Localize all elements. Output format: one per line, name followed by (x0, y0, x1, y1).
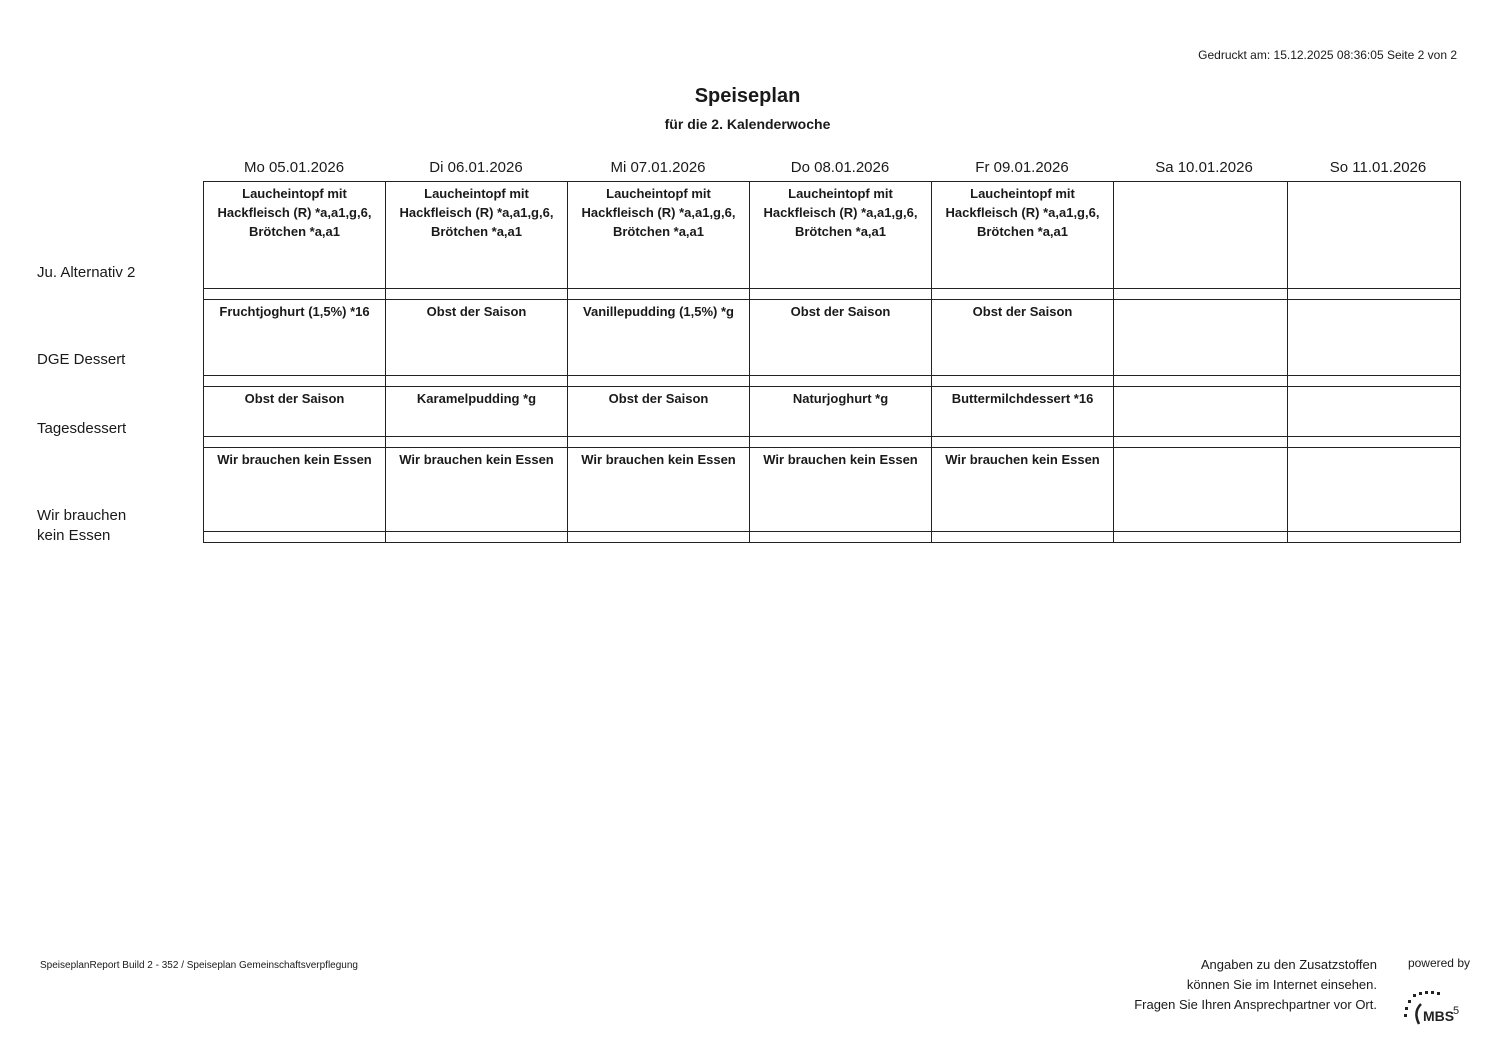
page-title: Speiseplan (694, 85, 801, 107)
printed-timestamp: Gedruckt am: 15.12.2025 08:36:05 Seite 2 von 2 (1198, 48, 1457, 62)
additives-info-line: Fragen Sie Ihren Ansprechpartner vor Ort. (1134, 997, 1377, 1012)
day-header-di: Di 06.01.2026 (429, 159, 523, 176)
menu-cell (1288, 448, 1461, 532)
menu-cell: Laucheintopf mit Hackfleisch (R) *a,a1,g,6, Brötchen *a,a1 (932, 182, 1114, 289)
menu-cell: Laucheintopf mit Hackfleisch (R) *a,a1,g,6, Brötchen *a,a1 (386, 182, 568, 289)
menu-cell: Wir brauchen kein Essen (204, 448, 386, 532)
menu-cell: Obst der Saison (386, 300, 568, 376)
row-label-dge-dessert: DGE Dessert (37, 351, 126, 368)
day-header-do: Do 08.01.2026 (790, 159, 890, 176)
menu-cell (1114, 300, 1288, 376)
menu-cell: Wir brauchen kein Essen (750, 448, 932, 532)
menu-cell: Obst der Saison (204, 387, 386, 437)
menu-cell (1288, 300, 1461, 376)
day-header-fr: Fr 09.01.2026 (975, 159, 1069, 176)
table-spacer-row (204, 376, 1461, 387)
additives-info (1134, 955, 1377, 1015)
menu-cell: Obst der Saison (932, 300, 1114, 376)
menu-cell: Wir brauchen kein Essen (568, 448, 750, 532)
table-row (204, 387, 1461, 437)
table-spacer-row (204, 289, 1461, 300)
table-row (204, 448, 1461, 532)
day-header-mi: Mi 07.01.2026 (610, 159, 706, 176)
page-subtitle: für die 2. Kalenderwoche (664, 116, 831, 132)
mbs-logo-icon (1399, 990, 1469, 1030)
menu-cell: Vanillepudding (1,5%) *g (568, 300, 750, 376)
menu-cell: Wir brauchen kein Essen (386, 448, 568, 532)
menu-cell: Laucheintopf mit Hackfleisch (R) *a,a1,g,6, Brötchen *a,a1 (568, 182, 750, 289)
menu-cell (1288, 387, 1461, 437)
day-header-mo: Mo 05.01.2026 (243, 159, 345, 176)
table-spacer-row (204, 437, 1461, 448)
row-label-tagesdessert: Tagesdessert (37, 420, 127, 437)
additives-info-line: Angaben zu den Zusatzstoffen (1200, 957, 1377, 972)
menu-cell (1114, 387, 1288, 437)
menu-cell: Laucheintopf mit Hackfleisch (R) *a,a1,g,6, Brötchen *a,a1 (750, 182, 932, 289)
menu-cell (1288, 182, 1461, 289)
svg-text:MBS: MBS (1423, 1008, 1455, 1024)
additives-info-line: können Sie im Internet einsehen. (1186, 977, 1377, 992)
menu-table (203, 181, 1461, 543)
menu-cell (1114, 448, 1288, 532)
report-footer: SpeiseplanReport Build 2 - 352 / Speiseplan Gemeinschaftsverpflegung (40, 960, 358, 971)
menu-cell: Wir brauchen kein Essen (932, 448, 1114, 532)
menu-cell: Fruchtjoghurt (1,5%) *16 (204, 300, 386, 376)
menu-cell: Obst der Saison (750, 300, 932, 376)
menu-cell: Karamelpudding *g (386, 387, 568, 437)
menu-cell (1114, 182, 1288, 289)
day-header-so: So 11.01.2026 (1329, 159, 1427, 176)
menu-cell: Naturjoghurt *g (750, 387, 932, 437)
powered-by-label: powered by (1407, 956, 1470, 970)
table-row (204, 182, 1461, 289)
menu-cell: Obst der Saison (568, 387, 750, 437)
table-spacer-row (204, 532, 1461, 543)
svg-text:5: 5 (1453, 1005, 1460, 1017)
row-label-kein-essen: Wir brauchen kein Essen (37, 507, 127, 544)
menu-cell: Laucheintopf mit Hackfleisch (R) *a,a1,g,6, Brötchen *a,a1 (204, 182, 386, 289)
row-label-ju-alternativ: Ju. Alternativ 2 (37, 264, 136, 281)
menu-cell: Buttermilchdessert *16 (932, 387, 1114, 437)
table-row (204, 300, 1461, 376)
day-header-sa: Sa 10.01.2026 (1155, 159, 1253, 176)
